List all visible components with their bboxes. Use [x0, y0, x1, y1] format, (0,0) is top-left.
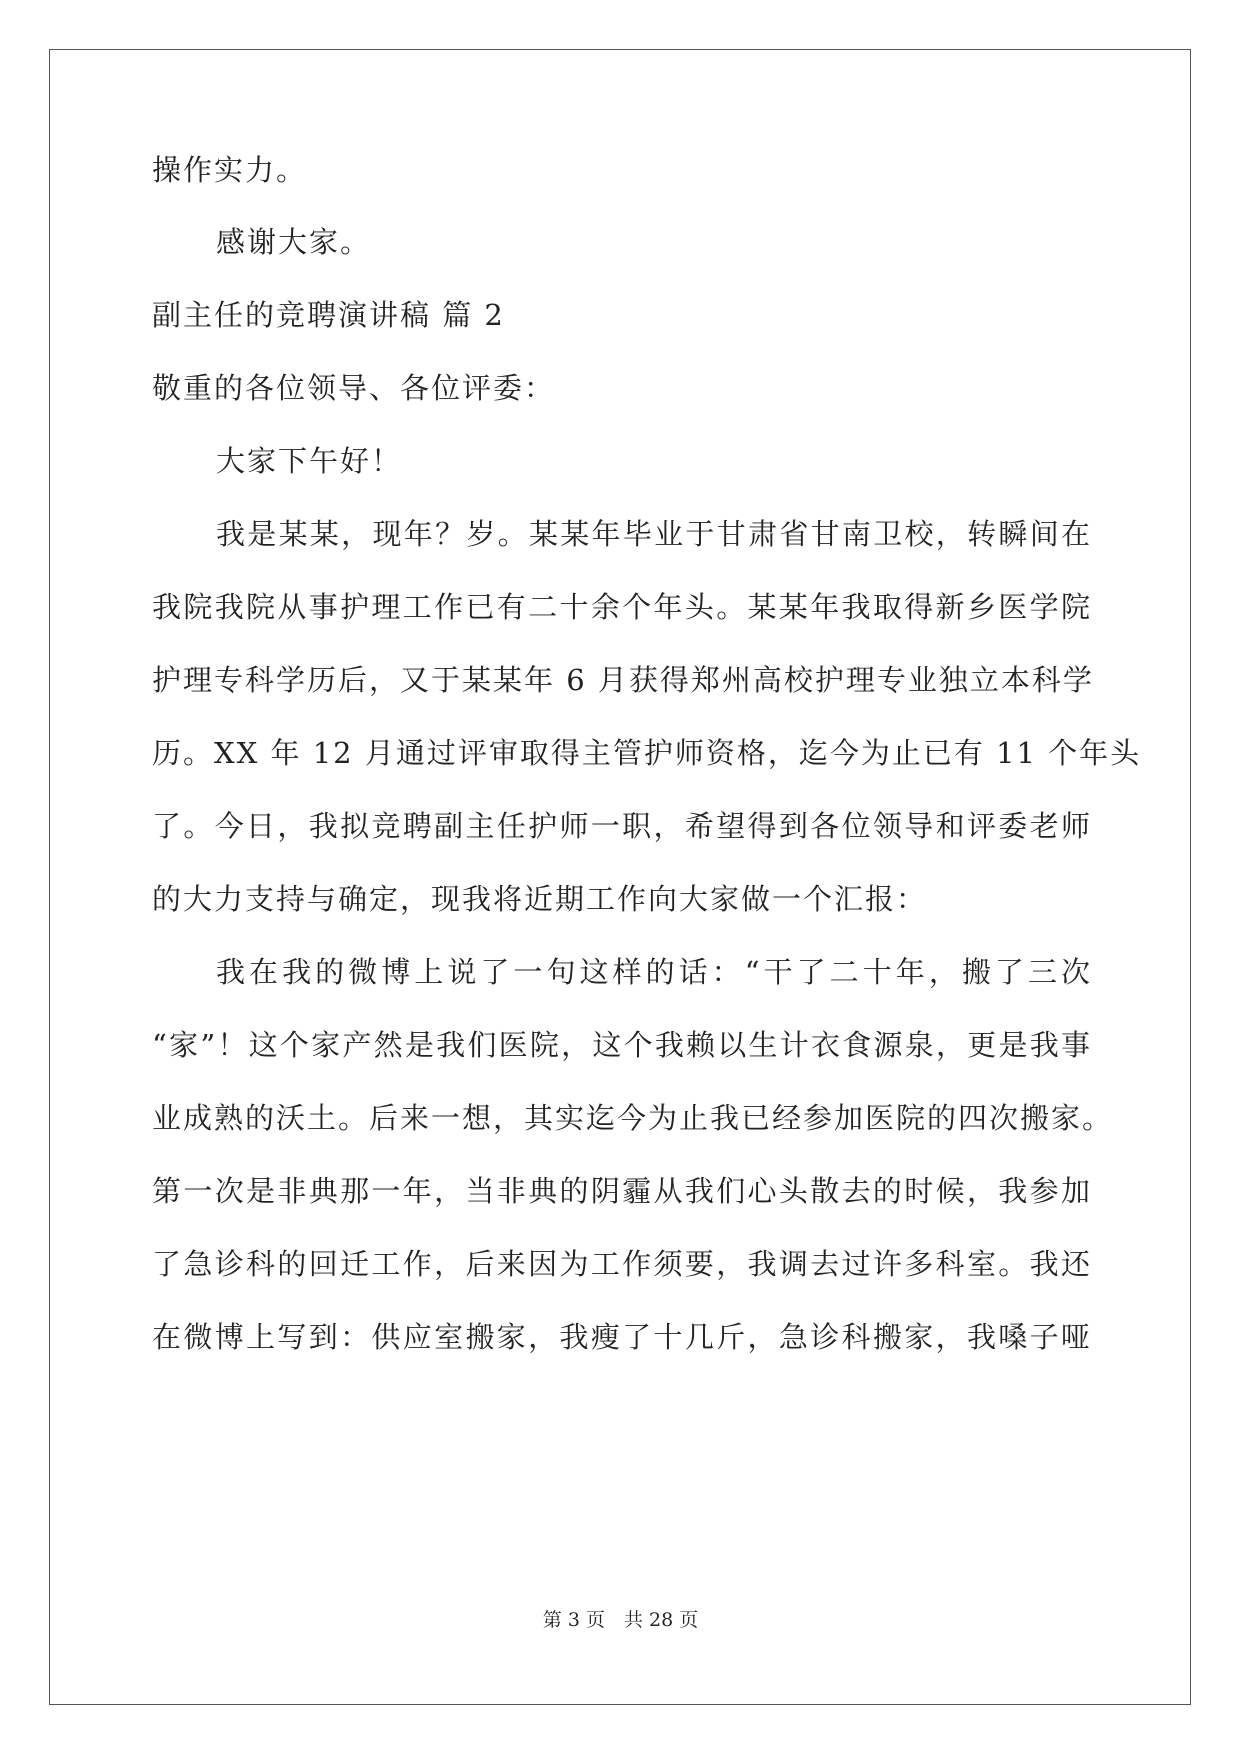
paragraph-line: 在微博上写到：供应室搬家，我瘦了十几斤，急诊科搬家，我嗓子哑: [152, 1320, 1092, 1354]
paragraph-line: 历。XX 年 12 月通过评审取得主管护师资格，迄今为止已有 11 个年头: [152, 736, 1142, 770]
greeting: 大家下午好！: [216, 444, 403, 478]
body-line-1: 操作实力。: [152, 153, 308, 187]
paragraph-line: 我院我院从事护理工作已有二十余个年头。某某年我取得新乡医学院: [152, 590, 1092, 624]
paragraph-line: 了。今日，我拟竞聘副主任护师一职，希望得到各位领导和评委老师: [152, 809, 1092, 843]
paragraph-line: 我是某某，现年？岁。某某年毕业于甘肃省甘南卫校，转瞬间在: [216, 517, 1092, 551]
section-heading: 副主任的竞聘演讲稿 篇 2: [152, 298, 505, 332]
paragraph-line: 业成熟的沃土。后来一想，其实迄今为止我已经参加医院的四次搬家。: [152, 1101, 1114, 1135]
paragraph-line: 的大力支持与确定，现我将近期工作向大家做一个汇报：: [152, 882, 928, 916]
page-footer: 第 3 页 共 28 页: [542, 1609, 699, 1631]
paragraph-line: 护理专科学历后，又于某某年 6 月获得郑州高校护理专业独立本科学: [152, 663, 1094, 697]
paragraph-line: “家”！这个家产然是我们医院，这个我赖以生计衣食源泉，更是我事: [152, 1028, 1092, 1062]
paragraph-line: 我在我的微博上说了一句这样的话：“干了二十年，搬了三次: [216, 955, 1092, 989]
paragraph-line: 第一次是非典那一年，当非典的阴霾从我们心头散去的时候，我参加: [152, 1174, 1092, 1208]
salutation: 敬重的各位领导、各位评委：: [152, 371, 556, 405]
body-line-2: 感谢大家。: [216, 225, 372, 259]
paragraph-line: 了急诊科的回迁工作，后来因为工作须要，我调去过许多科室。我还: [152, 1247, 1092, 1281]
